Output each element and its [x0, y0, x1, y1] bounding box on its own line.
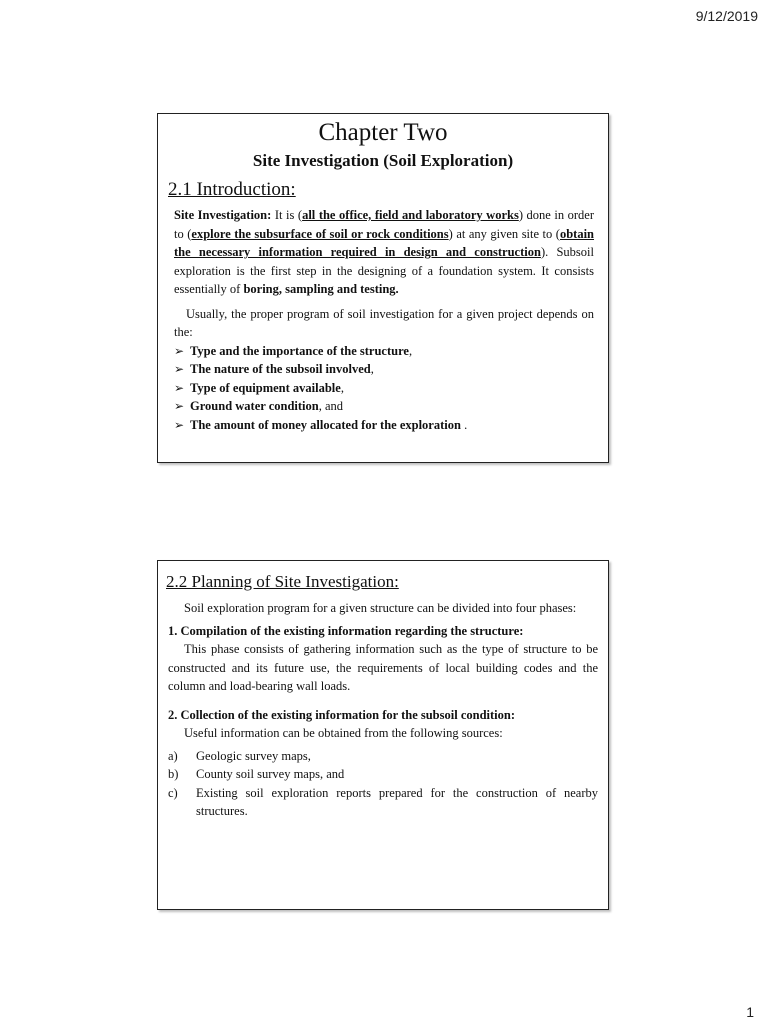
chapter-title: Chapter Two: [318, 119, 448, 146]
planning-intro: Soil exploration program for a given structure can be divided into four phases:: [184, 601, 577, 615]
definition-text: ). Subsoil exploration is the first step in the designing of a foundation system. It consists essentially of: [174, 245, 594, 296]
definition-term: Site Investigation:: [174, 208, 272, 222]
list-marker: c): [168, 785, 178, 800]
definition-paragraph: [174, 206, 594, 299]
phase1-text: This phase consists of gathering information such as the type of structure to be constructed and its future use, the requirements of local building codes and the column and load-bearing wall loads.: [168, 642, 598, 693]
page-date: 9/12/2019: [695, 8, 758, 24]
factor-bold: Ground water condition: [190, 399, 319, 413]
definition-bold-end: boring, sampling and testing.: [243, 282, 399, 296]
source-text: Geologic survey maps,: [196, 748, 311, 763]
definition-text: ) done in order to (: [174, 208, 595, 241]
factor-rest: , and: [318, 399, 344, 413]
definition-text: It is (: [271, 208, 303, 222]
definition-highlight: obtain the necessary information required in design and construction: [174, 226, 595, 259]
list-item: [168, 747, 598, 766]
sources-list: [168, 747, 598, 821]
factor-bold: The nature of the subsoil involved: [190, 362, 371, 376]
list-item: [168, 784, 598, 821]
section-heading-planning: 2.2 Planning of Site Investigation:: [166, 572, 399, 591]
arrow-bullet-icon: ➢: [174, 380, 185, 395]
source-text: County soil survey maps, and: [196, 767, 345, 781]
factor-rest: ,: [408, 343, 413, 358]
arrow-bullet-icon: ➢: [174, 417, 185, 432]
definition-text: ) at any given site to (: [448, 226, 560, 241]
list-item: [174, 342, 594, 361]
slide-planning: [157, 560, 609, 910]
program-intro: Usually, the proper program of soil investigation for a given project depends on the:: [174, 306, 594, 339]
factor-rest: ,: [340, 380, 344, 395]
list-item: [174, 379, 594, 398]
factor-bold: Type and the importance of the structure: [190, 343, 409, 358]
list-item: [174, 397, 594, 416]
definition-highlight: all the office, field and laboratory works: [302, 208, 519, 222]
phase1-title: 1. Compilation of the existing information regarding the structure:: [168, 623, 524, 638]
source-text: Existing soil exploration reports prepared for the construction of nearby structures.: [196, 785, 598, 818]
list-item: [174, 360, 594, 379]
factor-rest: .: [460, 417, 468, 432]
chapter-subtitle: Site Investigation (Soil Exploration): [252, 151, 514, 170]
list-marker: a): [168, 748, 178, 763]
introduction-body: [174, 206, 594, 434]
page-number: 1: [746, 1004, 754, 1020]
planning-body: [168, 599, 598, 821]
section-heading-introduction: 2.1 Introduction:: [168, 179, 296, 200]
phase2-title: 2. Collection of the existing information for the subsoil condition:: [168, 707, 515, 722]
list-marker: b): [168, 767, 179, 781]
arrow-bullet-icon: ➢: [174, 362, 185, 376]
factor-rest: ,: [370, 362, 374, 376]
list-item: [174, 416, 594, 435]
arrow-bullet-icon: ➢: [174, 399, 185, 413]
slide-introduction: [157, 113, 609, 463]
definition-highlight: explore the subsurface of soil or rock conditions: [191, 226, 449, 241]
phase2-text: Useful information can be obtained from the following sources:: [184, 726, 503, 740]
factor-bold: Type of equipment available: [190, 380, 341, 395]
factor-bold: The amount of money allocated for the exploration: [190, 417, 461, 432]
arrow-bullet-icon: ➢: [174, 343, 185, 358]
factors-list: [174, 342, 594, 435]
list-item: [168, 765, 598, 784]
